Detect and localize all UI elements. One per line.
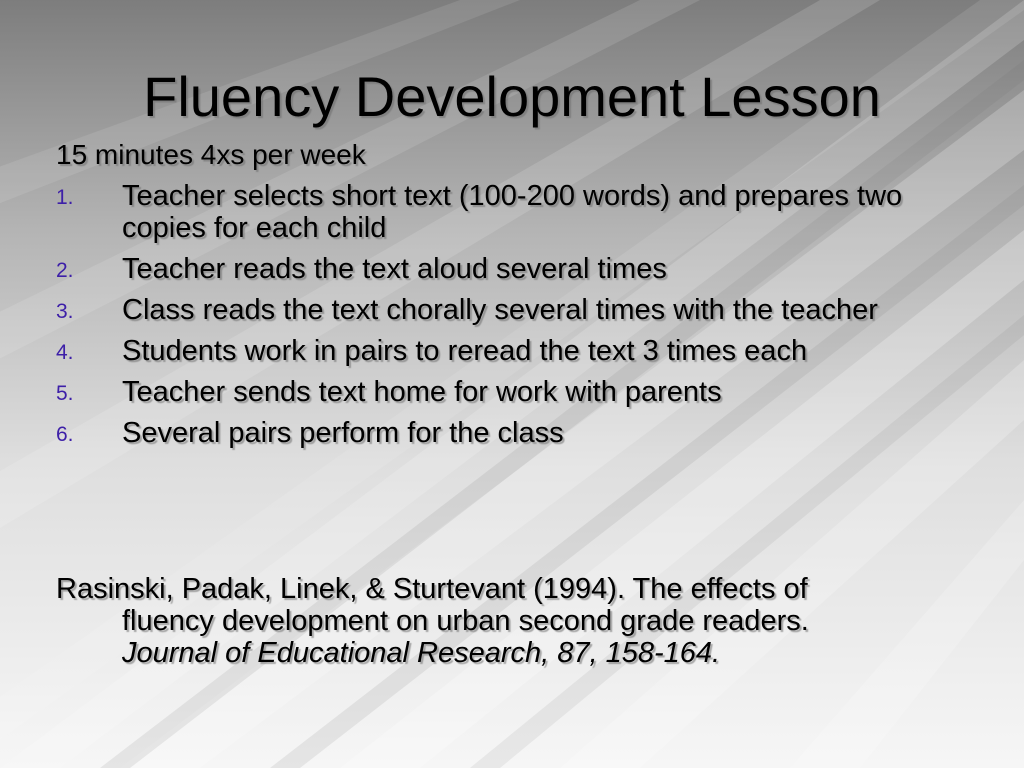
step-text: Class reads the text chorally several times with the teacher — [122, 294, 878, 326]
step-number: 4. — [56, 341, 74, 364]
step-text: Teacher sends text home for work with parents — [122, 376, 722, 408]
step-text: Several pairs perform for the class — [122, 417, 564, 449]
citation-journal: Journal of Educational Research, 87, 158-164. — [122, 637, 721, 669]
list-item — [56, 417, 956, 449]
citation-continuation — [56, 605, 956, 669]
steps-list — [56, 180, 956, 458]
step-number: 5. — [56, 382, 74, 405]
list-item — [56, 294, 956, 326]
citation-title: fluency development on urban second grade readers. — [122, 605, 809, 637]
slide-subtitle: 15 minutes 4xs per week — [56, 139, 366, 170]
list-item — [56, 376, 956, 408]
step-number: 2. — [56, 259, 74, 282]
list-item — [56, 180, 956, 244]
slide-title: Fluency Development Lesson — [143, 65, 881, 128]
step-text: Students work in pairs to reread the text 3 times each — [122, 335, 808, 367]
step-text: Teacher reads the text aloud several times — [122, 253, 667, 285]
step-number: 6. — [56, 423, 74, 446]
citation — [56, 573, 956, 669]
step-number: 3. — [56, 300, 74, 323]
list-item — [56, 335, 956, 367]
step-number: 1. — [56, 186, 74, 209]
citation-authors: Rasinski, Padak, Linek, & Sturtevant (1994). The effects of — [56, 573, 808, 605]
list-item — [56, 253, 956, 285]
step-text: Teacher selects short text (100-200 words) and prepares two copies for each child — [122, 180, 903, 244]
